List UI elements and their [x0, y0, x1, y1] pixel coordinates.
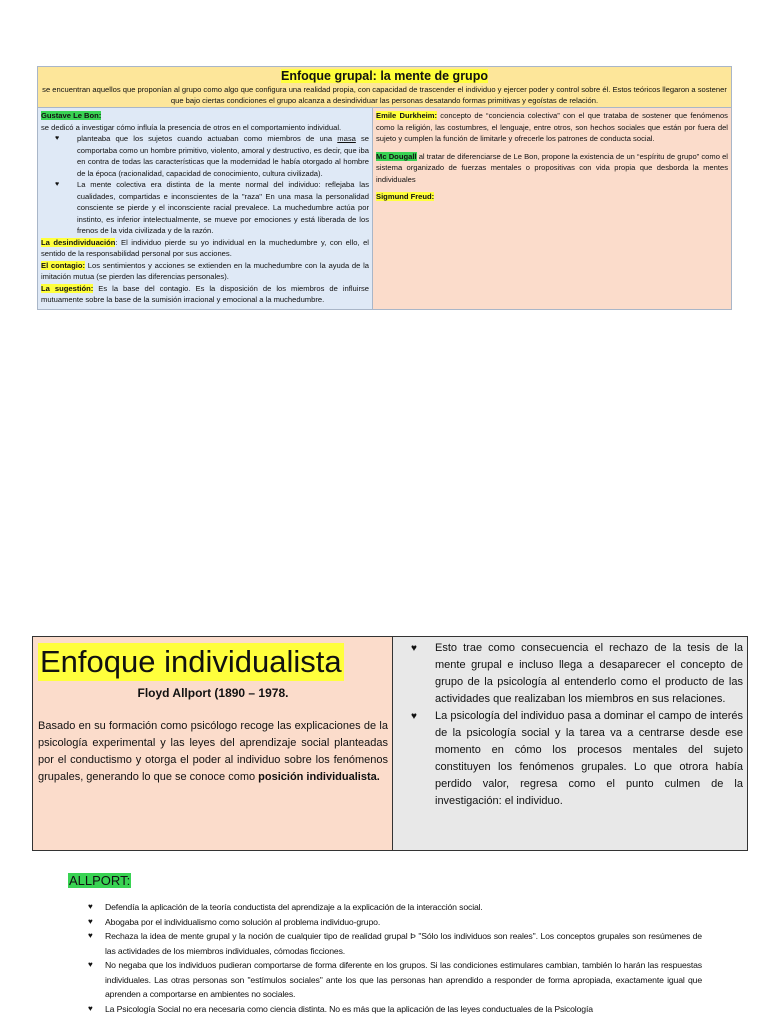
contagio-text: El contagio: Los sentimientos y acciones se extienden en la muchedumbre con la ayuda de la imitación mutua (se pierden las diferencias personales).: [41, 260, 369, 281]
grupal-subtitle: se encuentran aquellos que proponían al grupo como algo que configura una realidad propia, con capacidad de trascender el individuo y ejercer poder y control sobre él. Estos teóricos llegaron a sostener que bajo ciertas condiciones el grupo alcanza a desindividuar las personas desatando formas primitivas y egoístas de relación.: [42, 85, 727, 105]
individualista-paragraph: Basado en su formación como psicólogo recoge las explicaciones de la psicología experimental y las leyes del aprendizaje social planteadas por el conductismo y otorga el poder al individuo sobre los fenómenos grupales, generando lo que se conoce como posición individualista.: [38, 720, 388, 783]
list-item: ♥ Abogaba por el individualismo como solución al problema individuo-grupo.: [88, 915, 702, 930]
durkheim-text: Emile Durkheim: concepto de “conciencia colectiva” con el que trataba de sostener que fenómenos como la religión, las costumbres, el lenguaje, entre otros, son hechos sociales que están por fuera del sujeto y cumplen la función de limitarle y ofrecerle los patrones de conducta social.: [376, 111, 728, 143]
grupal-table: [37, 66, 732, 310]
author-name: Floyd Allport (1890 – 1978.: [137, 686, 289, 700]
list-item: ♥ La mente colectiva era distinta de la mente normal del individuo: reflejaba las cualidades, compartidas e inconscientes de la "raza" En una masa la personalidad consciente se pierde y el inconsciente racial prevalece. La muchedumbre actúa por instinto, es inferior intelectualmente, se mueve por emociones y está liberada de los frenos de la vida civilizada y de la razón.: [77, 179, 369, 237]
sugestion-text: La sugestión: Es la base del contagio. Es la disposición de los miembros de influirse mutuamente sobre la base de la sumisión irracional y emocional a la muchedumbre.: [41, 283, 369, 304]
allport-list: [88, 900, 702, 1016]
freud-text: Sigmund Freud:: [376, 192, 435, 201]
allport-label: ALLPORT:: [69, 873, 131, 888]
list-item: ♥ Rechaza la idea de mente grupal y la noción de cualquier tipo de realidad grupal Þ "Sólo los individuos son reales". Los conceptos grupales son resúmenes de las actividades de los miembros individuales, cómodas ficciones.: [88, 929, 702, 958]
mcdougall-text: Mc Dougall al tratar de diferenciarse de Le Bon, propone la existencia de un “espíritu de grupo” como el sistema organizado de fuerzas mentales o propositivas con vida propia que desborda la mentes individuales: [376, 151, 728, 184]
list-item: ♥ No negaba que los individuos pudieran comportarse de forma diferente en los grupos. Si las condiciones estimulares cambian, también lo harán las respuestas individuales. Las otras personas son "estímulos sociales" ante los que las personas han aprendido a responder de forma apropiada, exactamente igual que aprenden a comportarse en ambientes no sociales.: [88, 958, 702, 1002]
lebon-name: Gustave Le Bon:: [41, 111, 102, 120]
list-item: ♥ La psicología del individuo pasa a dominar el campo de interés de la psicología social y la tarea va a centrarse desde ese momento en cómo los procesos mentales del sujeto constituyen los fenómenos grupales. Lo que otrora había perdido valor, regresa como el punto culmen de la investigación: el individuo.: [435, 708, 743, 810]
grupal-title: Enfoque grupal: la mente de grupo: [281, 69, 488, 83]
individualista-title: Enfoque individualista: [40, 644, 342, 679]
individualista-right-cell: [393, 637, 747, 850]
individualista-table: [32, 636, 748, 851]
list-item: ♥ planteaba que los sujetos cuando actuaban como miembros de una masa se comportaba como un hombre primitivo, violento, amoral y destructivo, es decir, que iba en contra de todas las características que la modernidad le había otorgado al hombre de la época (racionalidad, capacidad de conocimiento, cultura civilizada).: [77, 133, 369, 179]
individualista-left-cell: [33, 637, 393, 850]
list-item: ♥ Defendía la aplicación de la teoría conductista del aprendizaje a la explicación de la interacción social.: [88, 900, 702, 915]
lebon-cell: [38, 108, 373, 309]
desindividuacion-text: La desindividuación: El individuo pierde su yo individual en la muchedumbre y, con ello, el sentido de la responsabilidad personal por sus acciones.: [41, 237, 369, 258]
others-cell: [373, 108, 731, 309]
individualista-bullets: [397, 640, 743, 810]
lebon-bullets: [41, 133, 369, 237]
grupal-header: [38, 67, 731, 108]
list-item: ♥ Esto trae como consecuencia el rechazo de la tesis de la mente grupal e incluso llega a desaparecer el concepto de grupo de la psicología al entenderlo como el producto de las actividades que realizaban los miembros en sus relaciones.: [435, 640, 743, 708]
list-item: ♥ La Psicología Social no era necesaria como ciencia distinta. No es más que la aplicación de las leyes conductuales de la Psicología: [88, 1002, 702, 1017]
lebon-intro: se dedicó a investigar cómo influía la presencia de otros en el comportamiento individual.: [41, 122, 342, 132]
